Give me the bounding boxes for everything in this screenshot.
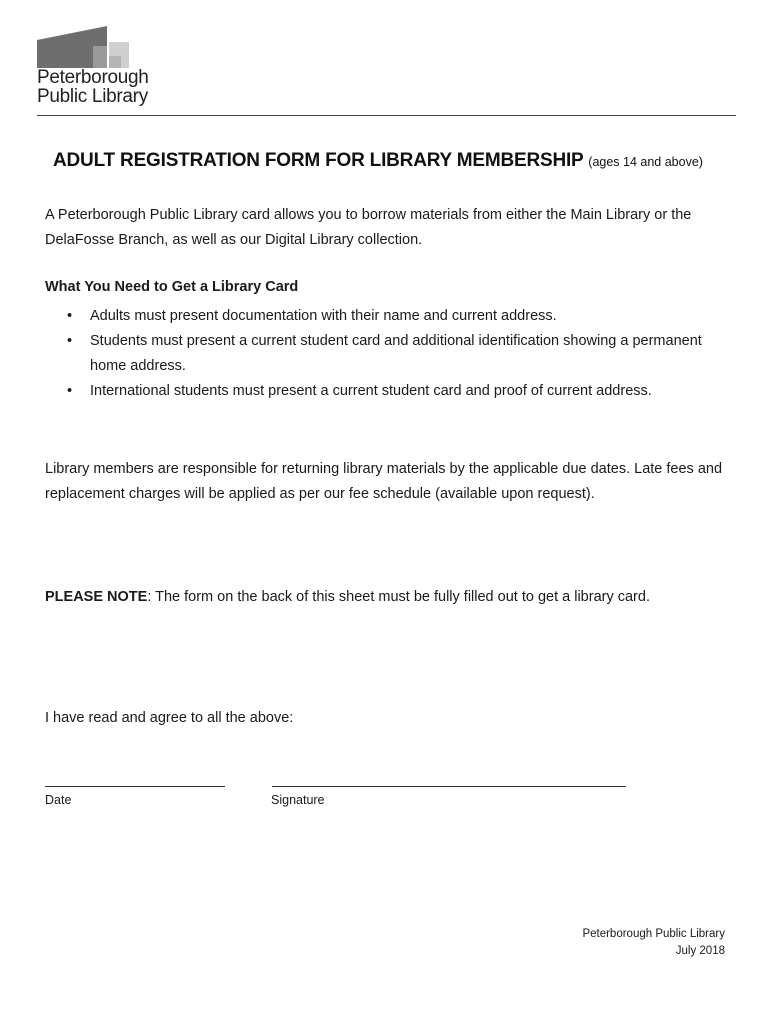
please-note — [45, 585, 745, 610]
signature-field-line[interactable] — [272, 786, 626, 787]
note-label: PLEASE NOTE — [45, 589, 148, 605]
requirements-heading: What You Need to Get a Library Card — [45, 279, 299, 295]
list-item — [45, 304, 725, 329]
list-item — [45, 379, 725, 404]
responsibility-paragraph: Library members are responsible for returning library materials by the applicable due dates. Late fees and replacement charges will be applied as per our fee schedule (available upon request). — [45, 461, 723, 502]
bullet-icon: • — [67, 383, 73, 399]
title-main: ADULT REGISTRATION FORM FOR LIBRARY MEMBERSHIP — [53, 150, 584, 171]
requirements-list — [45, 304, 725, 404]
library-logo-text — [37, 68, 149, 106]
list-item-text: International students must present a current student card and proof of current address. — [90, 383, 652, 399]
list-item-text: Adults must present documentation with their name and current address. — [90, 308, 557, 324]
bullet-icon: • — [67, 333, 73, 349]
footer-org: Peterborough Public Library — [582, 928, 725, 940]
logo-line-2: Public Library — [37, 86, 148, 107]
footer-date: July 2018 — [675, 945, 725, 957]
list-item-text: Students must present a current student card and additional identification showing a permanent home address. — [90, 333, 702, 374]
title-subtitle: (ages 14 and above) — [588, 155, 703, 169]
intro-paragraph: A Peterborough Public Library card allows you to borrow materials from either the Main Library or the DelaFosse Branch, as well as our Digital Library collection. — [45, 207, 692, 248]
list-item — [45, 329, 725, 379]
date-field-line[interactable] — [45, 786, 225, 787]
bullet-icon: • — [67, 308, 73, 324]
footer — [582, 926, 725, 960]
library-logo-mark-icon — [37, 26, 131, 68]
header-divider — [37, 115, 736, 116]
page-title — [53, 150, 703, 172]
agreement-statement: I have read and agree to all the above: — [45, 710, 294, 726]
note-text: : The form on the back of this sheet must be fully filled out to get a library card. — [147, 589, 650, 605]
signature-label: Signature — [271, 793, 325, 807]
logo-line-1: Peterborough — [37, 67, 149, 88]
library-logo — [37, 26, 177, 110]
date-label: Date — [45, 793, 72, 807]
